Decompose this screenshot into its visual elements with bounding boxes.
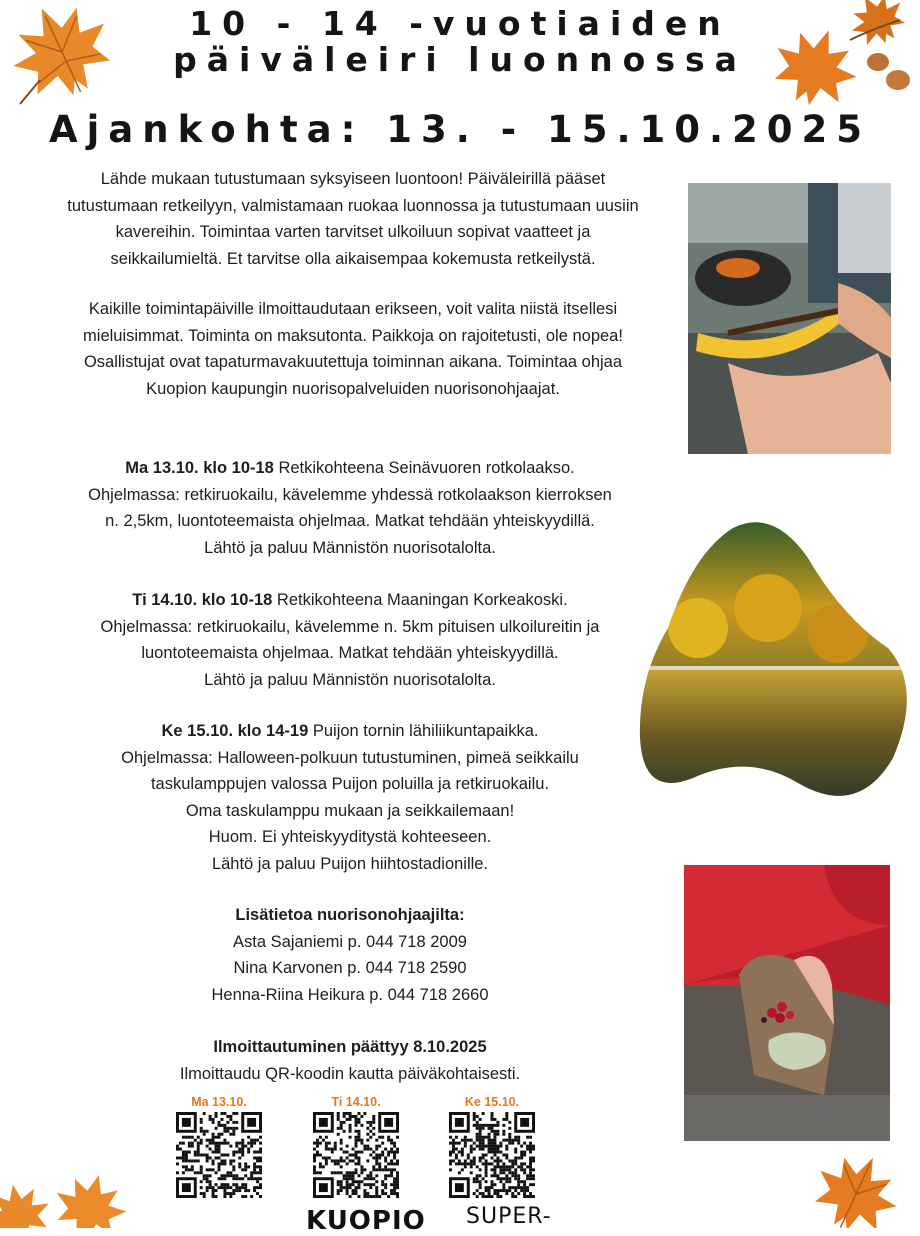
qr-code-icon[interactable] (313, 1112, 399, 1198)
intro-line: Lähde mukaan tutustumaan syksyiseen luontoon! Päiväleirillä pääset (100, 170, 606, 188)
registration-info (100, 1034, 600, 1087)
day-destination: Retkikohteena Maaningan Korkeakoski. (272, 591, 568, 609)
info-text (28, 296, 678, 402)
day-line: n. 2,5km, luontoteemaista ohjelmaa. Matkat tehdään yhteiskyydillä. (105, 512, 595, 530)
contact-info (100, 902, 600, 1008)
day-date-time: Ke 15.10. klo 14-19 (161, 722, 309, 740)
day-line: Lähtö ja paluu Männistön nuorisotalolta. (204, 538, 496, 557)
intro-line: kavereihin. Toimintaa varten tarvitset ulkoiluun sopivat vaatteet ja (115, 223, 591, 241)
registration-heading (100, 1034, 600, 1061)
qr-label: Ma 13.10. (191, 1095, 247, 1109)
day-line: luontoteemaista ohjelmaa. Matkat tehdään yhteiskyydillä. (141, 644, 559, 662)
qr-code-wednesday[interactable] (444, 1094, 540, 1198)
contact-person: Asta Sajaniemi p. 044 718 2009 (233, 932, 467, 951)
qr-code-icon[interactable] (176, 1112, 262, 1198)
day-line: Ohjelmassa: Halloween-polkuun tutustuminen, pimeä seikkailu (121, 748, 579, 767)
day-date-time: Ti 14.10. klo 10-18 (132, 591, 273, 609)
contact-heading-text: Lisätietoa nuorisonohjaajilta: (235, 906, 465, 924)
maple-leaf-icon-bottom-right (786, 1150, 920, 1228)
qr-label: Ke 15.10. (464, 1095, 520, 1109)
super-logo: SUPER- (466, 1204, 552, 1229)
intro-text (28, 166, 678, 272)
info-line: Kaikille toimintapäiville ilmoittaudutaan erikseen, voit valita niistä itsellesi (88, 300, 618, 318)
contact-person: Nina Karvonen p. 044 718 2590 (233, 959, 467, 977)
day-line: taskulamppujen valossa Puijon poluilla ja retkiruokailu. (150, 775, 550, 793)
kuopio-logo: KUOPIO (306, 1206, 426, 1236)
day-line: Ohjelmassa: retkiruokailu, kävelemme n. 5km pituisen ulkoilureitin ja (100, 617, 600, 636)
registration-heading-text: Ilmoittautuminen päättyy 8.10.2025 (213, 1038, 487, 1056)
date-heading: Ajankohta: 13. - 15.10.2025 (48, 108, 872, 151)
day-heading (30, 455, 670, 482)
qr-label: Ti 14.10. (331, 1095, 381, 1109)
qr-code-tuesday[interactable] (308, 1094, 404, 1198)
day-destination: Retkikohteena Seinävuoren rotkolaakso. (273, 459, 575, 477)
day-line: Lähtö ja paluu Puijon hiihtostadionille. (211, 854, 489, 873)
page-title-line-1: 10 - 14 -vuotiaiden (189, 4, 731, 43)
info-line: mieluisimmat. Toiminta on maksutonta. Paikkoja on rajoitetusti, ole nopea! (83, 326, 623, 345)
maple-leaf-icon-bottom-left (0, 1168, 140, 1228)
day-line: Ohjelmassa: retkiruokailu, kävelemme yhdessä rotkolaakson kierroksen (88, 485, 612, 504)
qr-code-icon[interactable] (449, 1112, 535, 1198)
day-line: Huom. Ei yhteiskyyditystä kohteeseen. (208, 828, 492, 846)
banana-campfire-photo (688, 183, 891, 454)
day-destination: Puijon tornin lähiliikuntapaikka. (308, 722, 539, 740)
day-date-time: Ma 13.10. klo 10-18 (125, 459, 274, 477)
day-heading (30, 587, 670, 614)
intro-line: tutustumaan retkeilyyn, valmistamaan ruokaa luonnossa ja tutustumaan uusiin (67, 196, 639, 215)
intro-line: seikkailumieltä. Et tarvitse olla aikaisempaa kokemusta retkeilystä. (110, 249, 596, 268)
registration-text: Ilmoittaudu QR-koodin kautta päiväkohtaisesti. (179, 1064, 521, 1083)
day-line: Oma taskulamppu mukaan ja seikkailemaan! (185, 801, 515, 820)
info-line: Kuopion kaupungin nuorisopalveluiden nuorisonohjaajat. (146, 379, 560, 398)
lingonberries-photo (684, 865, 890, 1141)
day-program-wednesday (30, 718, 670, 877)
day-line: Lähtö ja paluu Männistön nuorisotalolta. (204, 670, 496, 689)
page-title-line-2: päiväleiri luonnossa (173, 40, 747, 79)
contact-heading (100, 902, 600, 929)
day-heading (30, 718, 670, 745)
day-program-monday (30, 455, 670, 561)
contact-person: Henna-Riina Heikura p. 044 718 2660 (211, 985, 489, 1004)
info-line: Osallistujat ovat tapaturmavakuutettuja toiminnan aikana. Toimintaa ohjaa (83, 353, 623, 371)
qr-code-monday[interactable] (171, 1094, 267, 1198)
day-program-tuesday (30, 587, 670, 693)
autumn-lake-photo (638, 518, 908, 802)
